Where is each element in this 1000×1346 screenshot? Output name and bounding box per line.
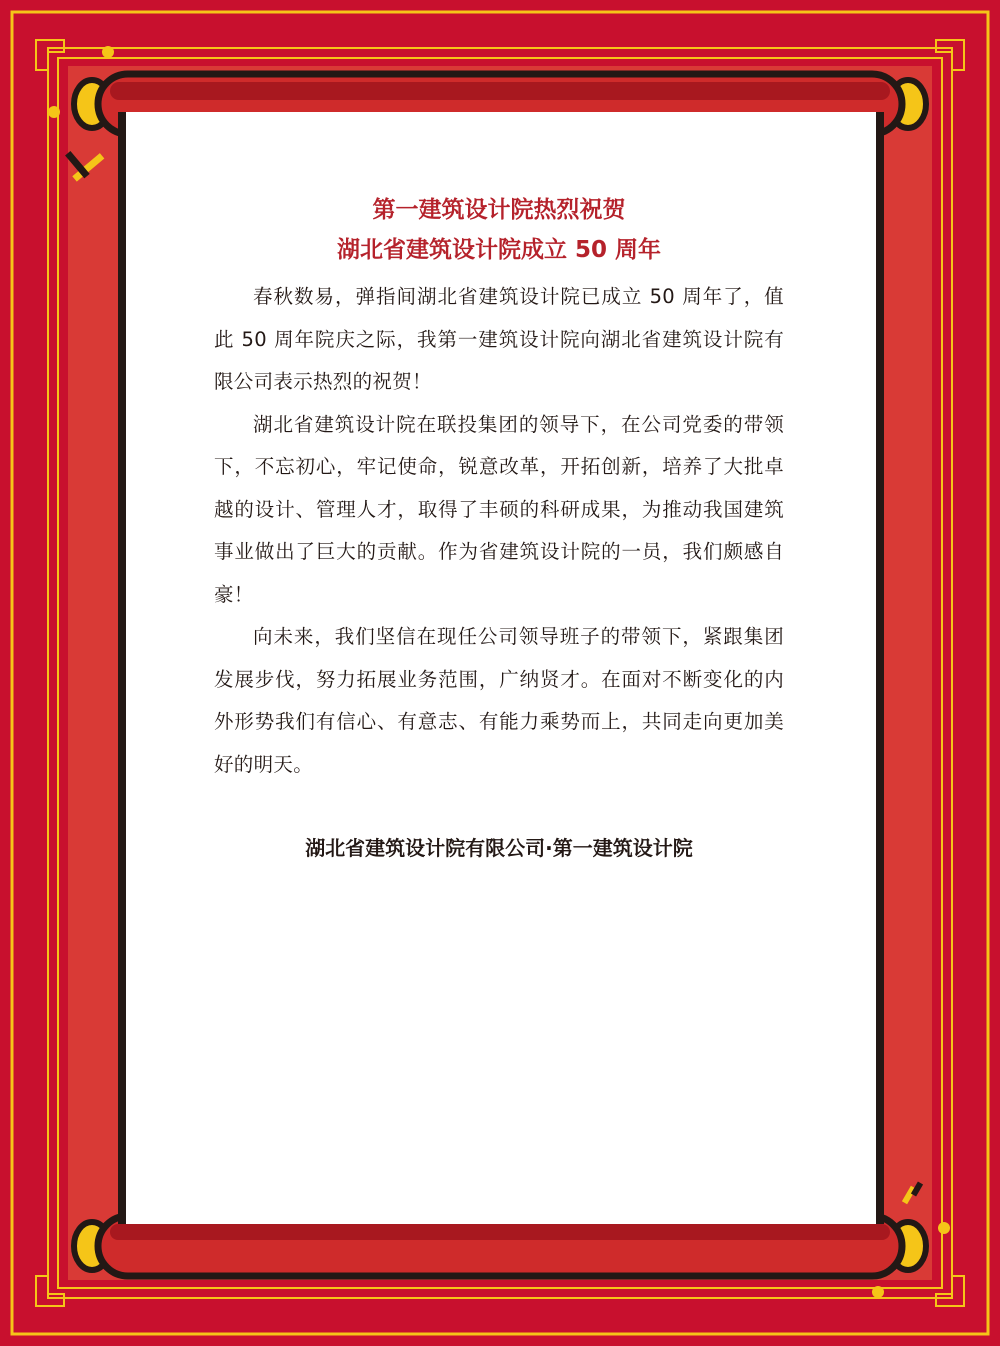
paragraph-3: 向未来，我们坚信在现任公司领导班子的带领下，紧跟集团发展步伐，努力拓展业务范围，广纳贤才。在面对不断变化的内外形势我们有信心、有意志、有能力乘势而上，共同走向更加美好的明天。 (214, 625, 784, 776)
title-line-1: 第一建筑设计院热烈祝贺 (372, 197, 626, 223)
bottom-scroll-roll (74, 1216, 926, 1276)
title-line-2: 湖北省建筑设计院成立 50 周年 (336, 237, 662, 263)
paragraph-2: 湖北省建筑设计院在联投集团的领导下，在公司党委的带领下，不忘初心，牢记使命，锐意改革，开拓创新，培养了大批卓越的设计、管理人才，取得了丰硕的科研成果，为推动我国建筑事业做出了巨大的贡献。作为省建筑设计院的一员，我们颇感自豪！ (214, 412, 784, 606)
letter-content (214, 190, 784, 786)
paragraph-1: 春秋数易，弹指间湖北省建筑设计院已成立 50 周年了，值此 50 周年院庆之际，我第一建筑设计院向湖北省建筑设计院有限公司表示热烈的祝贺！ (214, 285, 784, 393)
signature: 湖北省建筑设计院有限公司·第一建筑设计院 (305, 836, 693, 860)
